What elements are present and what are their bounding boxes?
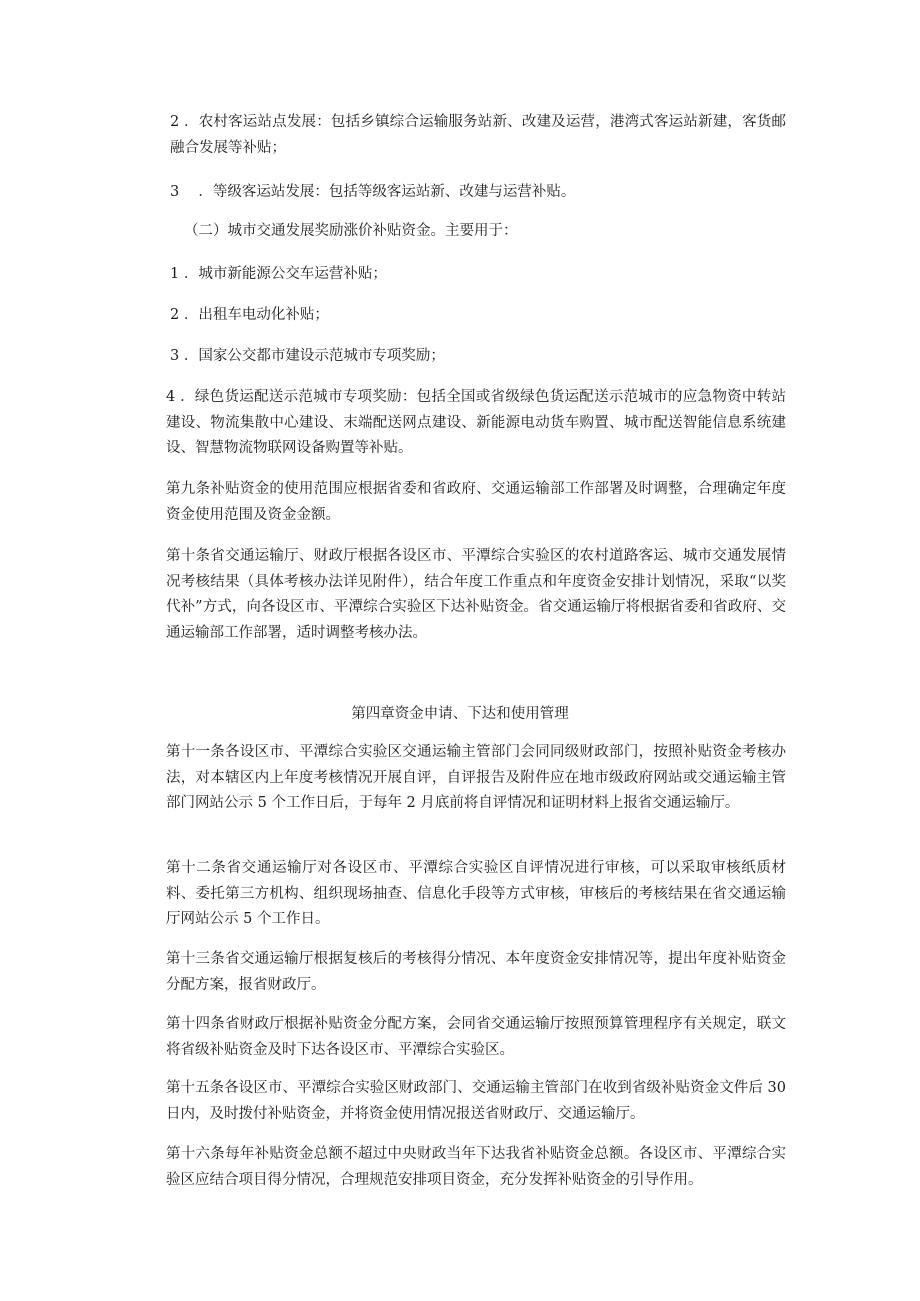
paragraph-taxi-electrification: 2 ．出租车电动化补贴； xyxy=(170,307,329,323)
paragraph-transit-metropolis: 3 ．国家公交都市建设示范城市专项奖励； xyxy=(170,348,445,364)
chapter-heading: 第四章资金申请、下达和使用管理 xyxy=(351,706,569,722)
paragraph-article-15: 第十五条各设区市、平潭综合实验区财政部门、交通运输主管部门在收到省级补贴资金文件后 30 日内，及时拨付补贴资金，并将资金使用情况报送省财政厅、交通运输厅。 xyxy=(166,1080,786,1122)
paragraph-rural-stations: 2 ．农村客运站点发展：包括乡镇综合运输服务站新、改建及运营，港湾式客运站新建，客货邮融合发展等补贴； xyxy=(170,114,786,156)
paragraph-green-freight: 4 ．绿色货运配送示范城市专项奖励：包括全国或省级绿色货运配送示范城市的应急物资中转站建设、物流集散中心建设、末端配送网点建设、新能源电动货车购置、城市配送智能信息系统建设、智慧物流物联网设备购置等补贴。 xyxy=(166,389,786,456)
paragraph-article-12: 第十二条省交通运输厅对各设区市、平潭综合实验区自评情况进行审核，可以采取审核纸质材料、委托第三方机构、组织现场抽查、信息化手段等方式审核，审核后的考核结果在省交通运输厅网站公示 5 个工作日。 xyxy=(166,860,786,927)
paragraph-article-13: 第十三条省交通运输厅根据复核后的考核得分情况、本年度资金安排情况等，提出年度补贴资金分配方案，报省财政厅。 xyxy=(166,951,786,993)
paragraph-article-9: 第九条补贴资金的使用范围应根据省委和省政府、交通运输部工作部署及时调整，合理确定年度资金使用范围及资金金额。 xyxy=(166,481,786,523)
paragraph-urban-subsidy-heading: （二）城市交通发展奖励涨价补贴资金。主要用于： xyxy=(184,223,518,239)
paragraph-article-14: 第十四条省财政厅根据补贴资金分配方案，会同省交通运输厅按照预算管理程序有关规定，联文将省级补贴资金及时下达各设区市、平潭综合实验区。 xyxy=(166,1016,786,1058)
paragraph-article-10: 第十条省交通运输厅、财政厅根据各设区市、平潭综合实验区的农村道路客运、城市交通发展情况考核结果（具体考核办法详见附件），结合年度工作重点和年度资金安排计划情况，采取“以奖代补”方式，向各设区市、平潭综合实验区下达补贴资金。省交通运输厅将根据省委和省政府、交通运输部工作部署，适时调整考核办法。 xyxy=(166,548,786,641)
paragraph-article-16: 第十六条每年补贴资金总额不超过中央财政当年下达我省补贴资金总额。各设区市、平潭综合实验区应结合项目得分情况，合理规范安排项目资金，充分发挥补贴资金的引导作用。 xyxy=(166,1146,786,1188)
paragraph-new-energy-bus: 1 ．城市新能源公交车运营补贴； xyxy=(170,266,387,282)
paragraph-graded-stations: 3 ．等级客运站发展：包括等级客运站新、改建与运营补贴。 xyxy=(170,184,576,200)
paragraph-article-11: 第十一条各设区市、平潭综合实验区交通运输主管部门会同同级财政部门，按照补贴资金考核办法，对本辖区内上年度考核情况开展自评，自评报告及附件应在地市级政府网站或交通运输主管部门网站公示 5 个工作日后，于每年 2 月底前将自评情况和证明材料上报省交通运输厅。 xyxy=(166,744,786,811)
